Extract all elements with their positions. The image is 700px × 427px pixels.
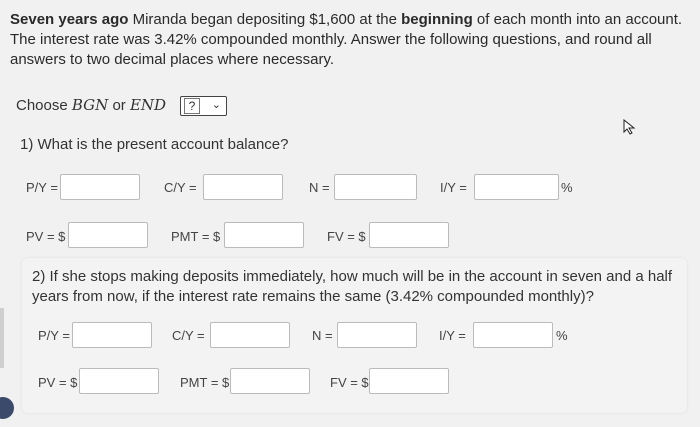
bgn-label: BGN	[71, 96, 109, 114]
p1-pv-label: PV = $	[26, 229, 66, 244]
p2-n-input[interactable]	[337, 322, 417, 348]
problem-bold-beginning: beginning	[401, 11, 473, 28]
p2-py-input[interactable]	[72, 322, 152, 348]
p1-iy-label: I/Y =	[440, 180, 467, 195]
p2-fv-label: FV = $	[330, 375, 369, 390]
p2-iy-label: I/Y =	[439, 328, 466, 343]
mode-select[interactable]	[180, 96, 227, 116]
mouse-pointer-icon	[623, 119, 637, 135]
p1-fv-input[interactable]	[369, 222, 449, 248]
left-edge-circle	[0, 397, 14, 419]
chevron-down-icon: ⌄	[211, 99, 221, 111]
p2-iy-unit: %	[556, 328, 568, 343]
or-label: or	[112, 97, 126, 114]
problem-text-1: Miranda began depositing $1,600 at the	[128, 11, 402, 28]
question-1: 1) What is the present account balance?	[20, 136, 289, 153]
p1-pmt-label: PMT = $	[171, 229, 221, 244]
problem-text-2: of each month into an account. The interest rate was 3.42% compounded monthly. Answer the following questions, and round all answers to two decimal places where necessary.	[10, 11, 683, 68]
p1-cy-input[interactable]	[203, 174, 283, 200]
problem-statement	[10, 10, 690, 70]
p1-iy-input[interactable]	[474, 174, 559, 200]
p2-pmt-label: PMT = $	[180, 375, 230, 390]
p1-pv-input[interactable]	[68, 222, 148, 248]
p1-py-input[interactable]	[60, 174, 140, 200]
choose-label: Choose	[16, 97, 68, 114]
mode-select-value: ?	[184, 98, 200, 114]
p2-n-label: N =	[312, 328, 333, 343]
question-2: 2) If she stops making deposits immediately, how much will be in the account in seven and a half years from now, if the interest rate remains the same (3.42% compounded monthly)?	[32, 268, 673, 305]
p1-n-input[interactable]	[334, 174, 417, 200]
p1-fv-label: FV = $	[327, 229, 366, 244]
p2-cy-label: C/Y =	[172, 328, 205, 343]
p1-iy-unit: %	[561, 180, 573, 195]
end-label: END	[129, 96, 167, 114]
p1-cy-label: C/Y =	[164, 180, 197, 195]
left-edge-strip	[0, 308, 4, 368]
p2-pv-label: PV = $	[38, 375, 78, 390]
p1-py-label: P/Y =	[26, 180, 58, 195]
p1-n-label: N =	[309, 180, 330, 195]
p2-iy-input[interactable]	[473, 322, 553, 348]
p1-pmt-input[interactable]	[224, 222, 304, 248]
p2-fv-input[interactable]	[369, 368, 449, 394]
mode-prompt	[16, 96, 166, 114]
p2-py-label: P/Y =	[38, 328, 70, 343]
p2-cy-input[interactable]	[210, 322, 290, 348]
problem-lead: Seven years ago	[10, 11, 129, 28]
p2-pmt-input[interactable]	[230, 368, 310, 394]
p2-pv-input[interactable]	[79, 368, 159, 394]
